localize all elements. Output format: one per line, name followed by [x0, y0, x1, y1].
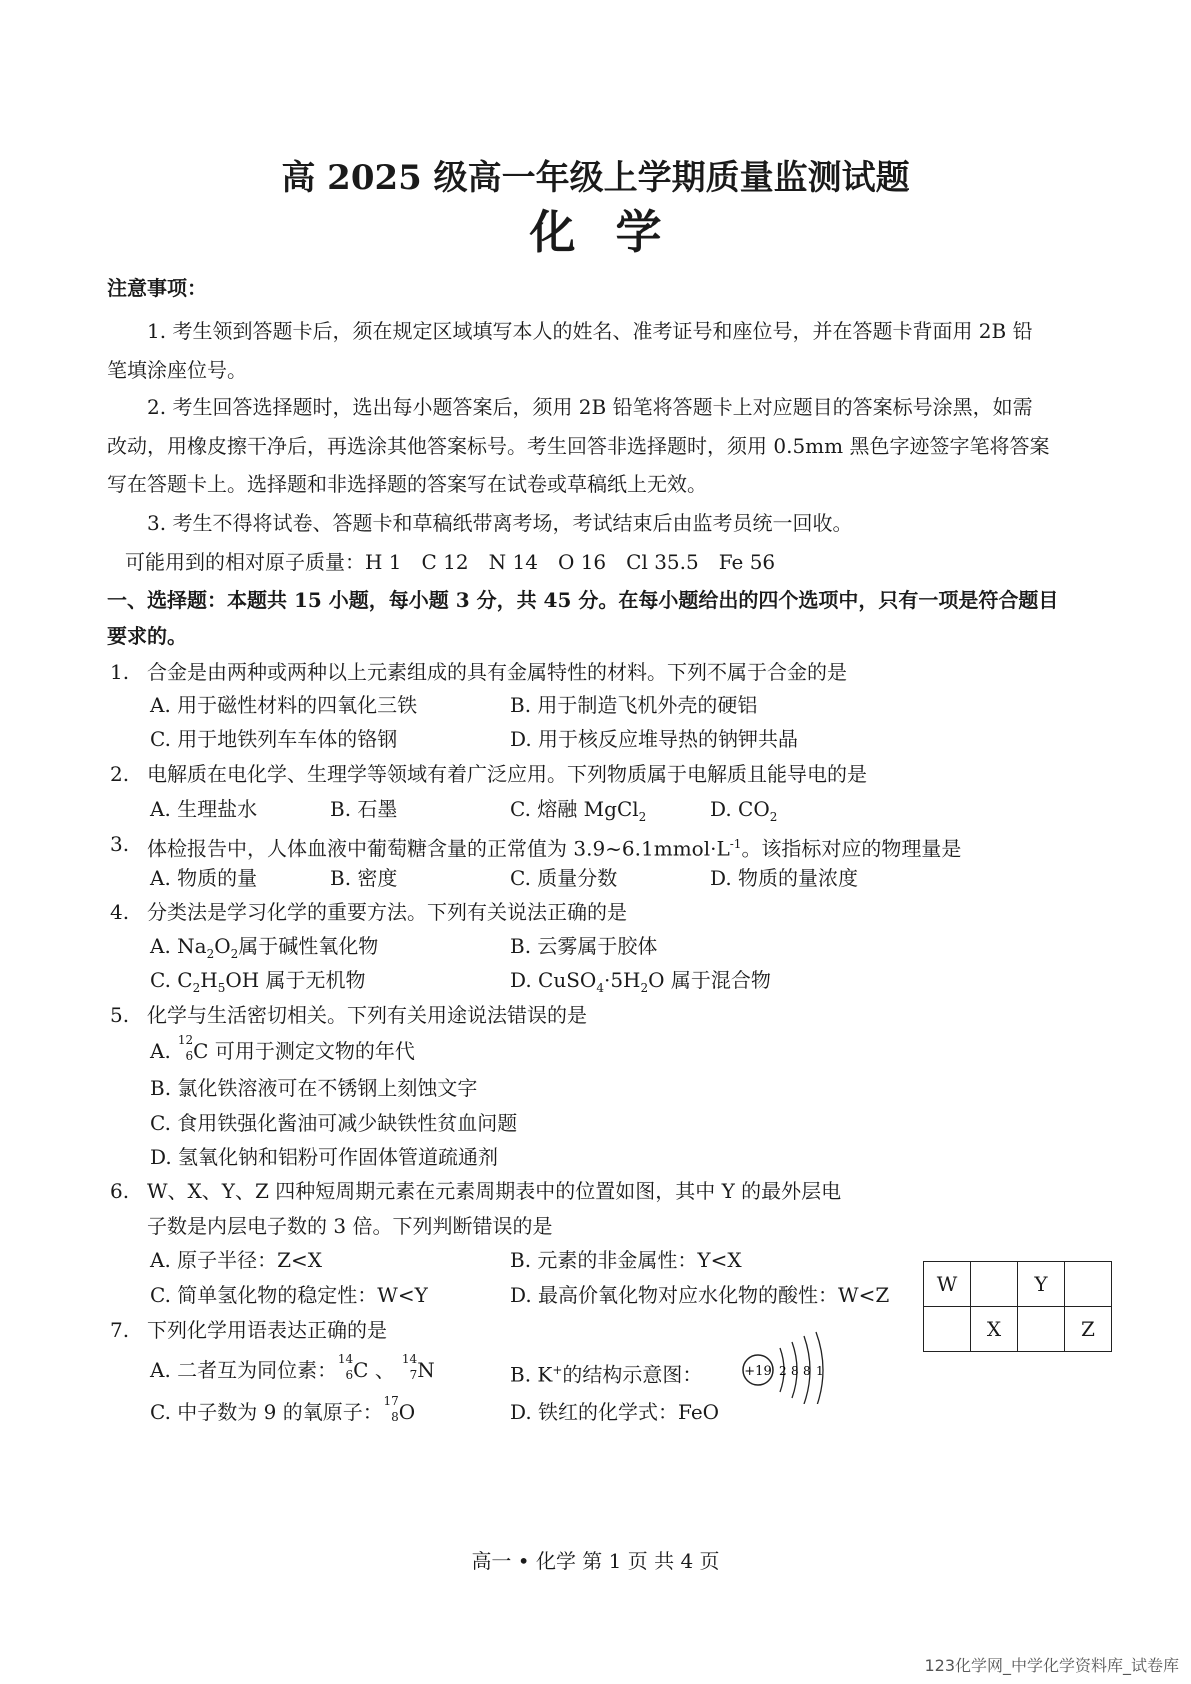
- q7-option-b: B. K+的结构示意图：: [510, 1362, 703, 1387]
- question-5-stem: 化学与生活密切相关。下列有关用途说法错误的是: [147, 1003, 587, 1027]
- q3-option-c: C. 质量分数: [510, 866, 618, 890]
- q5-option-b: B. 氯化铁溶液可在不锈钢上刻蚀文字: [150, 1076, 478, 1100]
- q1-option-b: B. 用于制造飞机外壳的硬铝: [510, 693, 758, 717]
- shell-electron-count: 1: [816, 1364, 824, 1378]
- q2-option-a: A. 生理盐水: [150, 797, 258, 821]
- table-cell: [1065, 1262, 1112, 1307]
- q6-option-b: B. 元素的非金属性：Y<X: [510, 1248, 742, 1272]
- q1-option-a: A. 用于磁性材料的四氧化三铁: [150, 693, 418, 717]
- question-1-stem: 合金是由两种或两种以上元素组成的具有金属特性的材料。下列不属于合金的是: [147, 660, 847, 684]
- note-1b: 笔填涂座位号。: [107, 358, 247, 382]
- q2-option-d: D. $CO_2$: [710, 797, 778, 824]
- question-2-stem: 电解质在电化学、生理学等领域有着广泛应用。下列物质属于电解质且能导电的是: [147, 762, 867, 786]
- q4-option-c: C. $C_2H_5OH$ 属于无机物: [150, 968, 366, 995]
- table-cell: X: [971, 1307, 1018, 1352]
- isotope-notation: 17 8: [383, 1394, 399, 1424]
- q7-option-d: D. 铁红的化学式：FeO: [510, 1400, 720, 1424]
- table-cell: Y: [1018, 1262, 1065, 1307]
- q5-option-d: D. 氢氧化钠和铝粉可作固体管道疏通剂: [150, 1145, 499, 1169]
- note-1a: 1. 考生领到答题卡后，须在规定区域填写本人的姓名、准考证号和座位号，并在答题卡背面用 2B 铅: [147, 319, 1033, 343]
- notes-heading: 注意事项：: [107, 276, 207, 300]
- q3-option-d: D. 物质的量浓度: [710, 866, 859, 890]
- isotope-notation: 14 6: [337, 1352, 354, 1382]
- q4-option-a: A. $Na_2O_2$属于碱性氧化物: [150, 934, 379, 961]
- question-6-number: 6.: [110, 1179, 130, 1203]
- page-footer: 高一 • 化学 第 1 页 共 4 页: [471, 1549, 720, 1573]
- q1-option-c: C. 用于地铁列车车体的铬钢: [150, 727, 398, 751]
- isotope-notation: 14 7: [401, 1352, 418, 1382]
- q3-option-b: B. 密度: [330, 866, 398, 890]
- shell-electron-count: 8: [791, 1364, 799, 1378]
- q6-option-c: C. 简单氢化物的稳定性：W<Y: [150, 1283, 428, 1307]
- q6-option-a: A. 原子半径：Z<X: [150, 1248, 323, 1272]
- table-cell: [971, 1262, 1018, 1307]
- question-7-stem: 下列化学用语表达正确的是: [147, 1318, 387, 1342]
- q7-option-a: A. 二者互为同位素： 14 6 C 、 14 7 N: [150, 1352, 435, 1382]
- note-2c: 写在答题卡上。选择题和非选择题的答案写在试卷或草稿纸上无效。: [107, 472, 707, 496]
- table-cell: [1018, 1307, 1065, 1352]
- note-2a: 2. 考生回答选择题时，选出每小题答案后，须用 2B 铅笔将答题卡上对应题目的答案标号涂黑，如需: [147, 395, 1033, 419]
- table-cell: Z: [1065, 1307, 1112, 1352]
- table-cell: W: [924, 1262, 971, 1307]
- q4-option-b: B. 云雾属于胶体: [510, 934, 658, 958]
- note-3: 3. 考生不得将试卷、答题卡和草稿纸带离考场，考试结束后由监考员统一回收。: [147, 511, 853, 535]
- q7-option-c: C. 中子数为 9 的氧原子： 17 8 O: [150, 1394, 416, 1424]
- q1-option-d: D. 用于核反应堆导热的钠钾共晶: [510, 727, 799, 751]
- q2-option-c: C. 熔融 MgCl$_2$: [510, 797, 647, 824]
- q6-option-d: D. 最高价氧化物对应水化物的酸性：W<Z: [510, 1283, 890, 1307]
- section-heading-2: 要求的。: [107, 624, 187, 648]
- question-3-stem: 体检报告中，人体血液中葡萄糖含量的正常值为 $3.9\sim 6.1mmol\cdot L^{-1}$。该指标对应的物理量是: [147, 836, 962, 861]
- table-cell: [924, 1307, 971, 1352]
- q4-option-d: D. $CuSO_4\cdot 5H_2O$ 属于混合物: [510, 968, 771, 995]
- q2-option-b: B. 石墨: [330, 797, 398, 821]
- atomic-masses: 可能用到的相对原子质量：H 1 C 12 N 14 O 16 Cl 35.5 Fe 56: [125, 550, 776, 574]
- q3-option-a: A. 物质的量: [150, 866, 258, 890]
- question-7-number: 7.: [110, 1318, 130, 1342]
- question-6-stem-1: W、X、Y、Z 四种短周期元素在元素周期表中的位置如图，其中 Y 的最外层电: [147, 1179, 842, 1203]
- question-6-stem-2: 子数是内层电子数的 3 倍。下列判断错误的是: [147, 1214, 553, 1238]
- q5-option-a: A. 12 6 C 可用于测定文物的年代: [150, 1033, 415, 1063]
- potassium-ion-structure-diagram: [740, 1328, 830, 1404]
- q5-option-c: C. 食用铁强化酱油可减少缺铁性贫血问题: [150, 1111, 518, 1135]
- isotope-notation: 12 6: [177, 1033, 194, 1063]
- periodic-table-fragment: [923, 1261, 1112, 1352]
- shell-electron-count: 8: [803, 1364, 811, 1378]
- question-4-number: 4.: [110, 900, 130, 924]
- note-2b: 改动，用橡皮擦干净后，再选涂其他答案标号。考生回答非选择题时，须用 0.5mm 黑色字迹签字笔将答案: [107, 434, 1050, 458]
- question-2-number: 2.: [110, 762, 130, 786]
- question-3-number: 3.: [110, 832, 130, 856]
- watermark: 123化学网_中学化学资料库_试卷库: [924, 1656, 1179, 1675]
- question-1-number: 1.: [110, 660, 130, 684]
- exam-title: 高 2025 级高一年级上学期质量监测试题: [281, 158, 910, 198]
- question-4-stem: 分类法是学习化学的重要方法。下列有关说法正确的是: [147, 900, 627, 924]
- question-5-number: 5.: [110, 1003, 130, 1027]
- subject-title: 化学: [529, 205, 702, 259]
- nucleus-charge: +19: [744, 1364, 772, 1379]
- section-heading-1: 一、选择题：本题共 15 小题，每小题 3 分，共 45 分。在每小题给出的四个选项中，只有一项是符合题目: [107, 588, 1059, 612]
- shell-electron-count: 2: [779, 1364, 787, 1378]
